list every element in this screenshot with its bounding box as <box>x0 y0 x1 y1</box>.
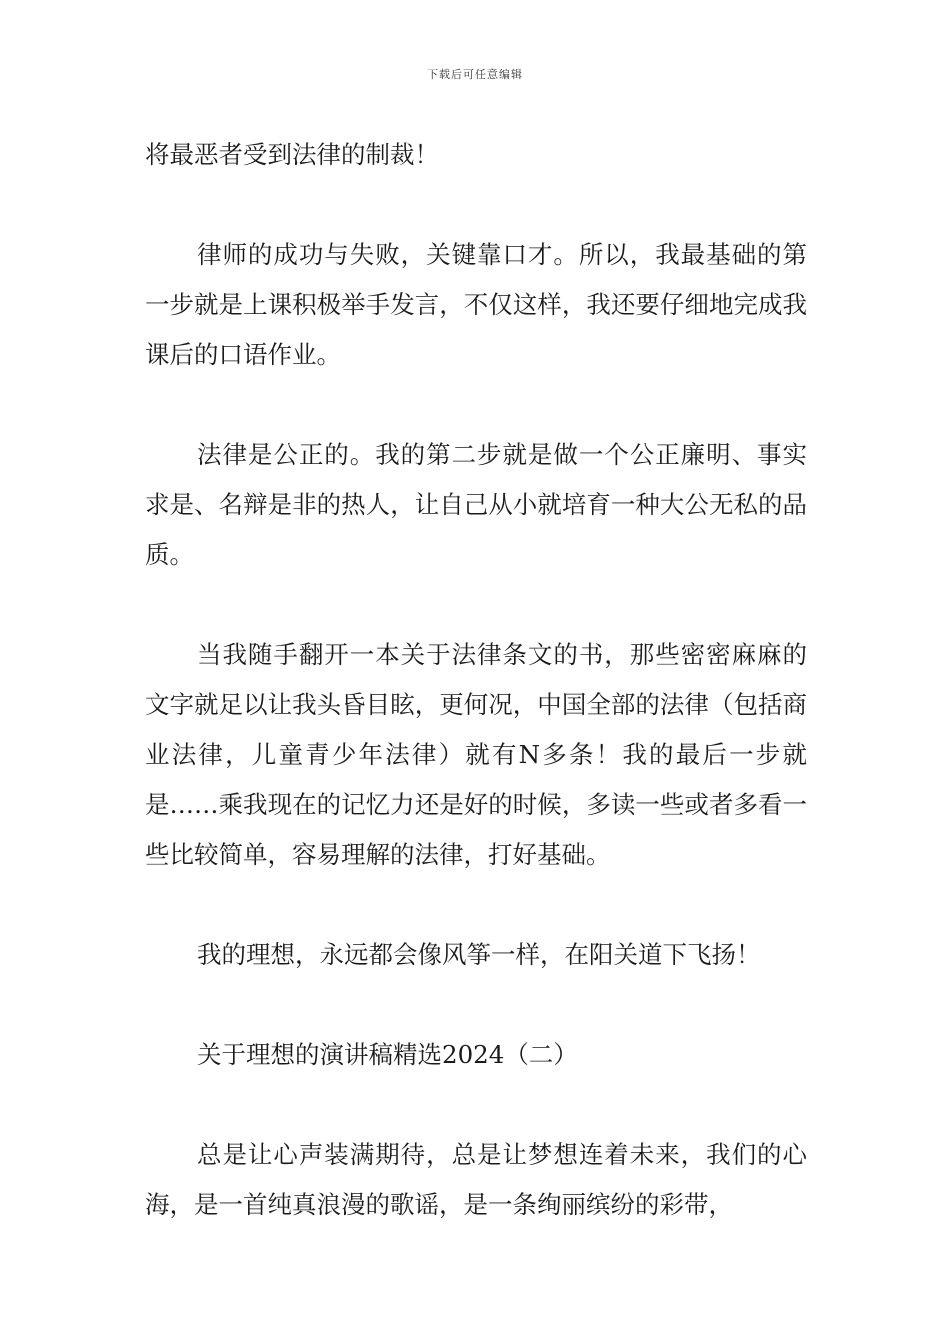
paragraph-1: 将最恶者受到法律的制裁！ <box>145 140 439 169</box>
document-body <box>145 130 807 1230</box>
paragraph-gap <box>145 180 807 230</box>
paragraph-5: 我的理想，永远都会像风筝一样，在阳关道下飞扬！ <box>197 940 761 969</box>
paragraph-gap <box>145 980 807 1030</box>
section-heading: 关于理想的演讲稿精选2024（二） <box>197 1040 578 1069</box>
paragraph-gap <box>145 880 807 930</box>
paragraph-gap <box>145 1080 807 1130</box>
paragraph-2: 律师的成功与失败，关键靠口才。所以，我最基础的第一步就是上课积极举手发言，不仅这样，我还要仔细地完成我课后的口语作业。 <box>145 240 807 369</box>
paragraph-gap <box>145 380 807 430</box>
paragraph-gap <box>145 580 807 630</box>
header-note: 下载后可任意编辑 <box>427 68 523 81</box>
paragraph-6: 总是让心声装满期待，总是让梦想连着未来，我们的心海，是一首纯真浪漫的歌谣，是一条绚丽缤纷的彩带， <box>145 1140 807 1219</box>
paragraph-3: 法律是公正的。我的第二步就是做一个公正廉明、事实求是、名辩是非的热人，让自己从小就培育一种大公无私的品质。 <box>145 440 807 569</box>
paragraph-4: 当我随手翻开一本关于法律条文的书，那些密密麻麻的文字就足以让我头昏目眩，更何况，中国全部的法律（包括商业法律，儿童青少年法律）就有N多条！我的最后一步就是……乘我现在的记忆力还是好的时候，多读一些或者多看一些比较简单，容易理解的法律，打好基础。 <box>145 640 807 869</box>
